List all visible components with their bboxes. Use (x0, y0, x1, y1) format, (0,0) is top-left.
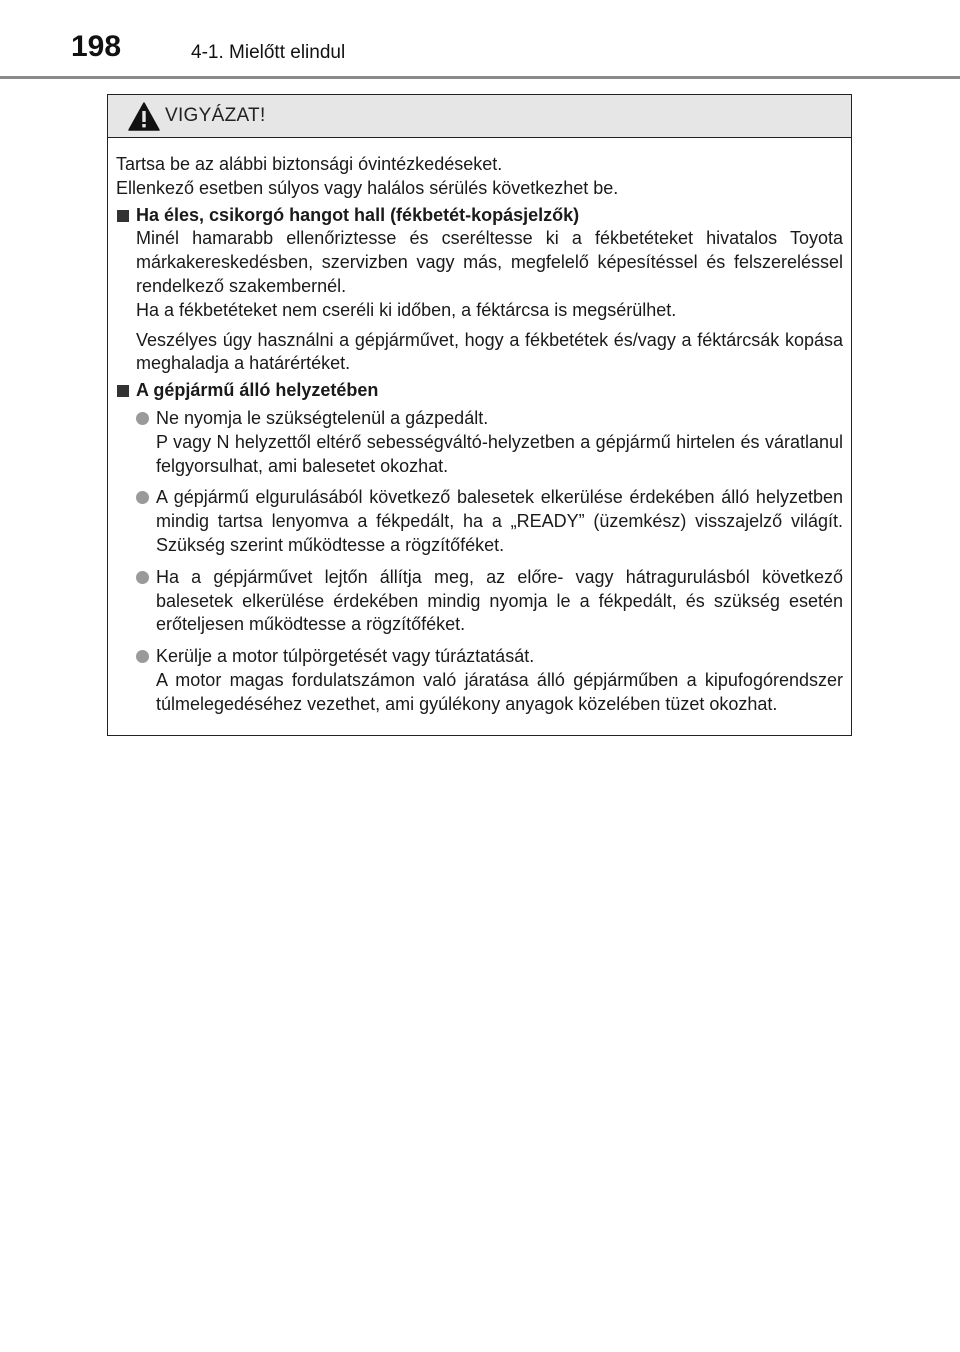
list-item-text: Ne nyomja le szükségtelenül a gázpedált. (156, 407, 489, 428)
section-title: 4-1. Mielőtt elindul (191, 42, 346, 63)
intro-line: Tartsa be az alábbi biztonsági óvintézkedéseket. (116, 154, 503, 174)
section-heading-text: A gépjármű álló helyzetében (136, 380, 379, 401)
warning-header (108, 95, 851, 138)
paragraph (136, 227, 843, 322)
circle-bullet-icon (136, 491, 149, 504)
circle-bullet-icon (136, 650, 149, 663)
list-item-text: P vagy N helyzettől eltérő sebességváltó-helyzetben a gépjármű hirtelen és váratlanul felgyorsulhat, ami balesetet okozhat. (156, 431, 843, 476)
section-heading-text: Ha éles, csikorgó hangot hall (fékbetét-kopásjelzők) (136, 204, 580, 225)
page-header (0, 0, 960, 80)
warning-box (107, 94, 852, 736)
section-content (116, 227, 843, 376)
list-item-text: A gépjármű elgurulásából következő balesetek elkerülése érdekében álló helyzetben mindig tartsa lenyomva a fékpedált, ha a „READY” (üzemkész) visszajelző világít. Szükség szerint működtesse a rögzítőféket. (156, 487, 843, 555)
circle-bullet-icon (136, 412, 149, 425)
section-heading (116, 379, 843, 403)
list-item (136, 645, 843, 716)
warning-title: VIGYÁZAT! (165, 105, 266, 126)
list-item-text: A motor magas fordulatszámon való járatása álló gépjárműben a kipufogórendszer túlmelegedéséhez vezethet, ami gyúlékony anyagok közelében tüzet okozhat. (156, 669, 843, 714)
list-item (136, 486, 843, 557)
paragraph: Veszélyes úgy használni a gépjárművet, hogy a fékbetétek és/vagy a féktárcsák kopása meghaladja a határértéket. (136, 329, 843, 374)
paragraph-text: Ha a fékbetéteket nem cseréli ki időben, a féktárcsa is megsérülhet. (136, 299, 677, 320)
header-divider (0, 76, 960, 79)
paragraph-text: Minél hamarabb ellenőriztesse és cseréltesse ki a fékbetéteket hivatalos Toyota márkakereskedésben, szervizben vagy más, megfelelő képesítéssel és felszereléssel rendelkező szakembernél. (136, 228, 843, 296)
square-bullet-icon (117, 385, 129, 397)
warning-triangle-icon (128, 102, 160, 131)
section-content (116, 407, 843, 717)
circle-bullet-icon (136, 571, 149, 584)
intro-line: Ellenkező esetben súlyos vagy halálos sérülés következhet be. (116, 177, 619, 198)
list-item (136, 566, 843, 637)
section-heading (116, 204, 843, 228)
page-number: 198 (71, 30, 122, 63)
list-item-text: Ha a gépjárművet lejtőn állítja meg, az előre- vagy hátragurulásból következő balesetek elkerülése érdekében mindig nyomja le a fékpedált, és szükség esetén erőteljesen működtesse a rögzítőféket. (156, 566, 843, 635)
warning-intro (116, 153, 843, 201)
list-item-text: Kerülje a motor túlpörgetését vagy túráztatását. (156, 646, 535, 667)
list-item (136, 407, 843, 478)
square-bullet-icon (117, 210, 129, 222)
warning-body (116, 153, 843, 725)
